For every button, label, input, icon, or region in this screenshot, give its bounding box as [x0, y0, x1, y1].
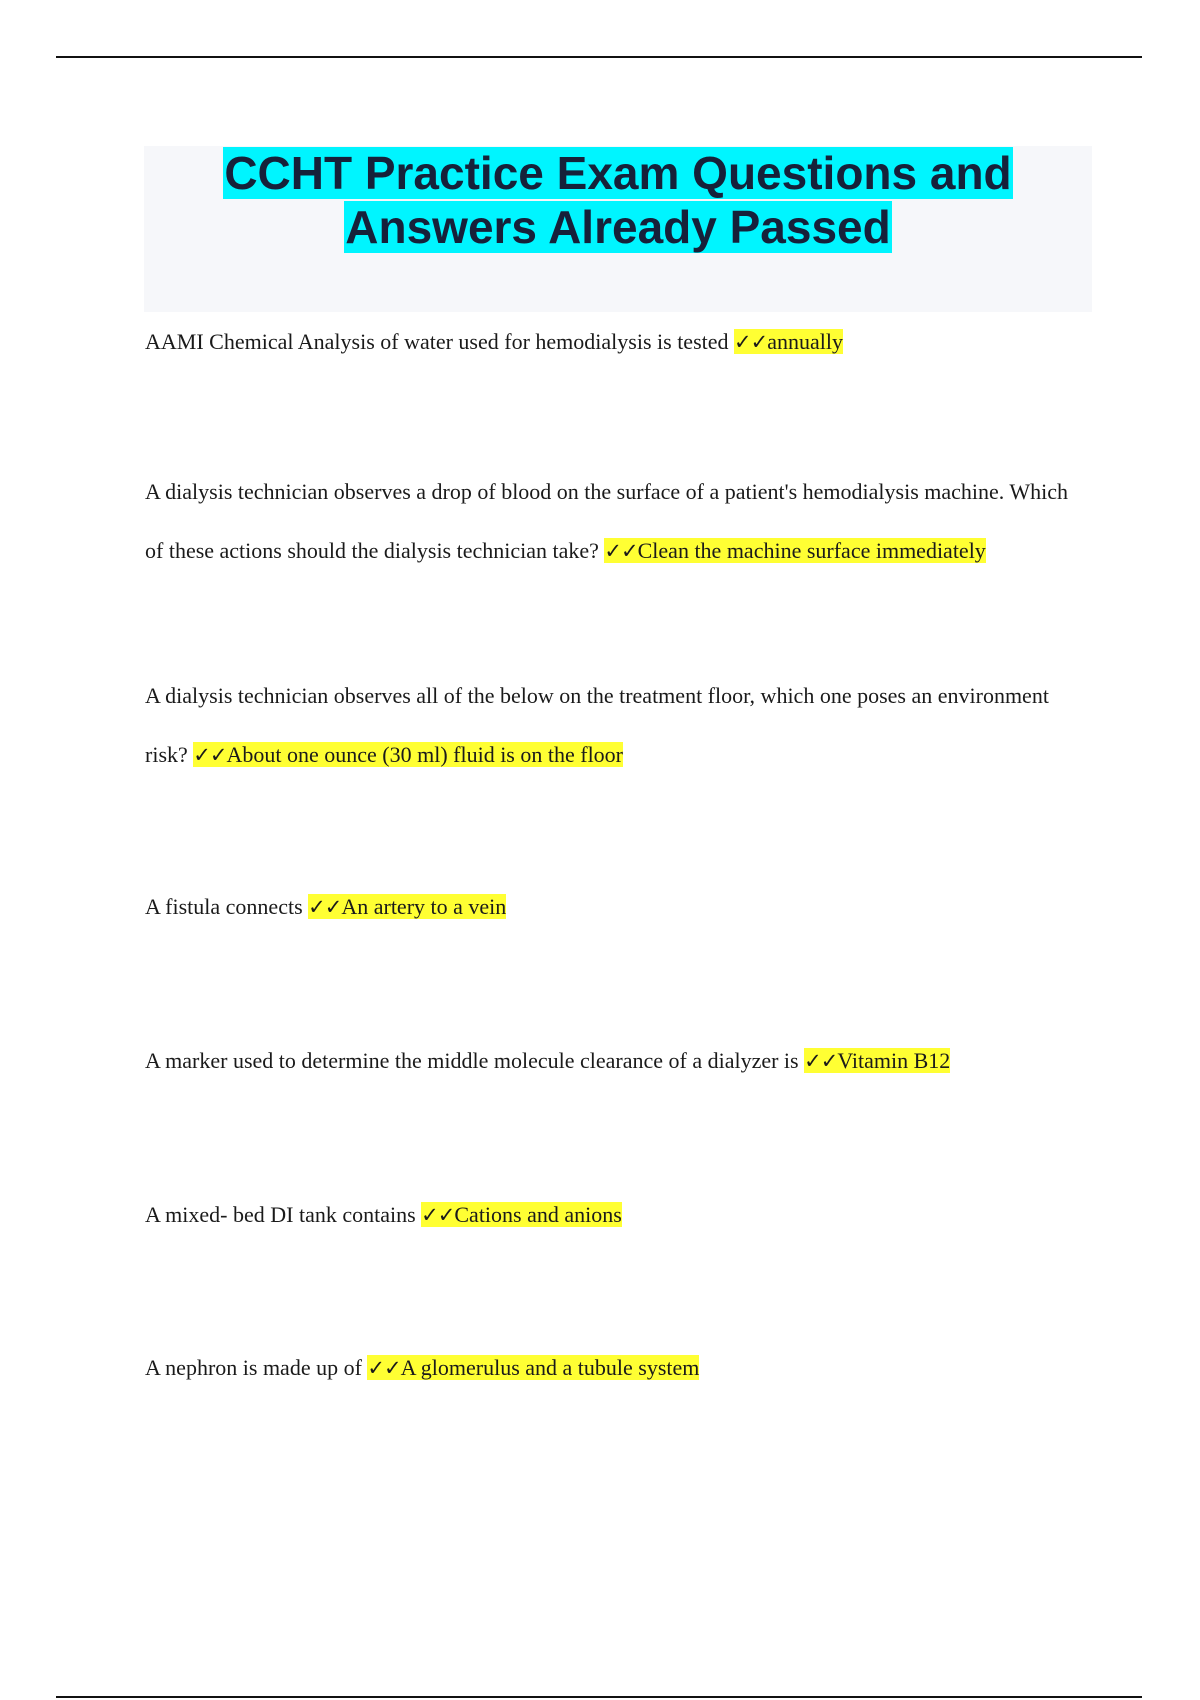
question-text: A marker used to determine the middle molecule clearance of a dialyzer is [145, 1048, 805, 1073]
question-text: A mixed- bed DI tank contains [145, 1202, 422, 1227]
double-check-icon: ✓✓ [193, 743, 227, 767]
answer-highlight [804, 1048, 950, 1073]
question-text: A dialysis technician observes a drop of blood on the surface of a patient's hemodialysis machine. Which of these actions should the dialysis technician take? [145, 479, 1069, 563]
answer-highlight [604, 538, 985, 563]
answer-highlight [421, 1202, 622, 1227]
qa-item-5 [145, 1031, 1075, 1091]
qa-item-1 [145, 312, 1075, 372]
question-text: AAMI Chemical Analysis of water used for hemodialysis is tested [145, 329, 735, 354]
qa-item-4 [145, 877, 1075, 937]
qa-item-2 [145, 462, 1075, 581]
answer-text: annually [767, 329, 843, 354]
answer-text: A glomerulus and a tubule system [400, 1355, 700, 1380]
answer-text: About one ounce (30 ml) fluid is on the floor [226, 742, 624, 767]
answer-text: Clean the machine surface immediately [637, 538, 986, 563]
question-text: A dialysis technician observes all of the below on the treatment floor, which one poses an environment risk? [145, 683, 1049, 767]
bottom-rule [56, 1696, 1142, 1698]
title-line-2: Answers Already Passed [345, 201, 891, 253]
double-check-icon: ✓✓ [308, 895, 342, 919]
answer-highlight [308, 894, 506, 919]
qa-item-3 [145, 666, 1075, 785]
question-text: A fistula connects [145, 894, 309, 919]
qa-item-6 [145, 1185, 1075, 1245]
answer-text: Vitamin B12 [837, 1048, 951, 1073]
answer-highlight [193, 742, 623, 767]
title-line-1: CCHT Practice Exam Questions and [224, 147, 1012, 199]
answer-highlight [367, 1355, 699, 1380]
qa-list [145, 312, 1075, 1398]
double-check-icon: ✓✓ [734, 330, 768, 354]
double-check-icon: ✓✓ [421, 1203, 455, 1227]
answer-text: Cations and anions [454, 1202, 622, 1227]
double-check-icon: ✓✓ [804, 1049, 838, 1073]
answer-highlight [734, 329, 843, 354]
document-title [144, 146, 1092, 312]
qa-item-7 [145, 1338, 1075, 1398]
top-rule [56, 56, 1142, 58]
answer-text: An artery to a vein [341, 894, 507, 919]
double-check-icon: ✓✓ [604, 539, 638, 563]
question-text: A nephron is made up of [145, 1355, 368, 1380]
double-check-icon: ✓✓ [367, 1356, 401, 1380]
